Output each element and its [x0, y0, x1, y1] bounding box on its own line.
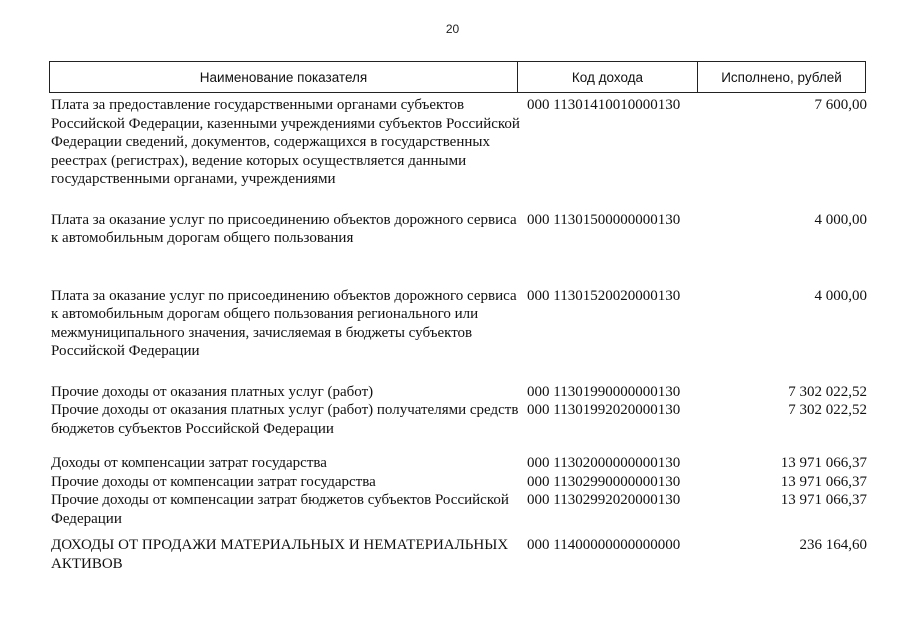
row-code: 000 11301410010000130	[527, 97, 681, 113]
row-amount: 7 302 022,52	[788, 383, 867, 400]
row-name: Плата за оказание услуг по присоединению объектов дорожного сервиса к автомобильным дорогам общего пользования	[51, 211, 517, 246]
table-body	[51, 96, 867, 573]
header-indicator-name: Наименование показателя	[50, 62, 518, 92]
table-row	[51, 473, 867, 492]
header-income-code: Код дохода	[518, 62, 698, 92]
row-name: Плата за оказание услуг по присоединению объектов дорожного сервиса к автомобильным дорогам общего пользования регионального или межмуниципального значения, зачисляемая в бюджеты субъектов Российской Федерации	[51, 287, 517, 359]
row-code: 000 11302990000000130	[527, 473, 681, 490]
table-row	[51, 383, 867, 402]
row-name: Прочие доходы от компенсации затрат государства	[51, 473, 376, 490]
table-row	[51, 491, 867, 528]
row-code: 000 11301990000000130	[527, 383, 681, 400]
table-header	[49, 61, 866, 93]
row-amount: 13 971 066,37	[780, 473, 867, 490]
row-amount: 13 971 066,37	[780, 492, 867, 508]
row-name: Прочие доходы от оказания платных услуг (работ)	[51, 383, 374, 400]
row-code: 000 11301992020000130	[527, 402, 681, 418]
row-code: 000 11400000000000000	[527, 537, 681, 553]
page-number: 20	[445, 22, 460, 36]
row-amount: 4 000,00	[814, 211, 867, 228]
row-name: Прочие доходы от компенсации затрат бюджетов субъектов Российской Федерации	[51, 492, 509, 527]
row-code: 000 11301500000000130	[527, 211, 681, 228]
table-row	[51, 536, 867, 573]
header-executed-rubles: Исполнено, рублей	[721, 69, 842, 85]
table-row	[51, 454, 867, 473]
row-name: Доходы от компенсации затрат государства	[51, 455, 327, 471]
row-name: Плата за предоставление государственными органами субъектов Российской Федерации, казенными учреждениями субъектов Российской Федерации сведений, документов, содержащихся в государственных реестрах (регистрах), ведение которых осуществляется данными государственными органами, учреждениями	[51, 97, 520, 187]
row-name: ДОХОДЫ ОТ ПРОДАЖИ МАТЕРИАЛЬНЫХ И НЕМАТЕРИАЛЬНЫХ АКТИВОВ	[51, 537, 509, 572]
row-code: 000 11301520020000130	[527, 287, 681, 304]
row-amount: 236 164,60	[799, 537, 867, 553]
row-amount: 4 000,00	[814, 287, 867, 304]
table-row	[51, 287, 867, 361]
table-row	[51, 401, 867, 438]
table-row	[51, 96, 867, 189]
row-amount: 7 600,00	[814, 97, 867, 113]
row-amount: 7 302 022,52	[788, 402, 867, 418]
row-code: 000 11302000000000130	[527, 455, 681, 471]
row-amount: 13 971 066,37	[780, 455, 867, 471]
table-row	[51, 211, 867, 248]
row-name: Прочие доходы от оказания платных услуг (работ) получателями средств бюджетов субъектов Российской Федерации	[51, 402, 519, 437]
row-code: 000 11302992020000130	[527, 492, 681, 508]
